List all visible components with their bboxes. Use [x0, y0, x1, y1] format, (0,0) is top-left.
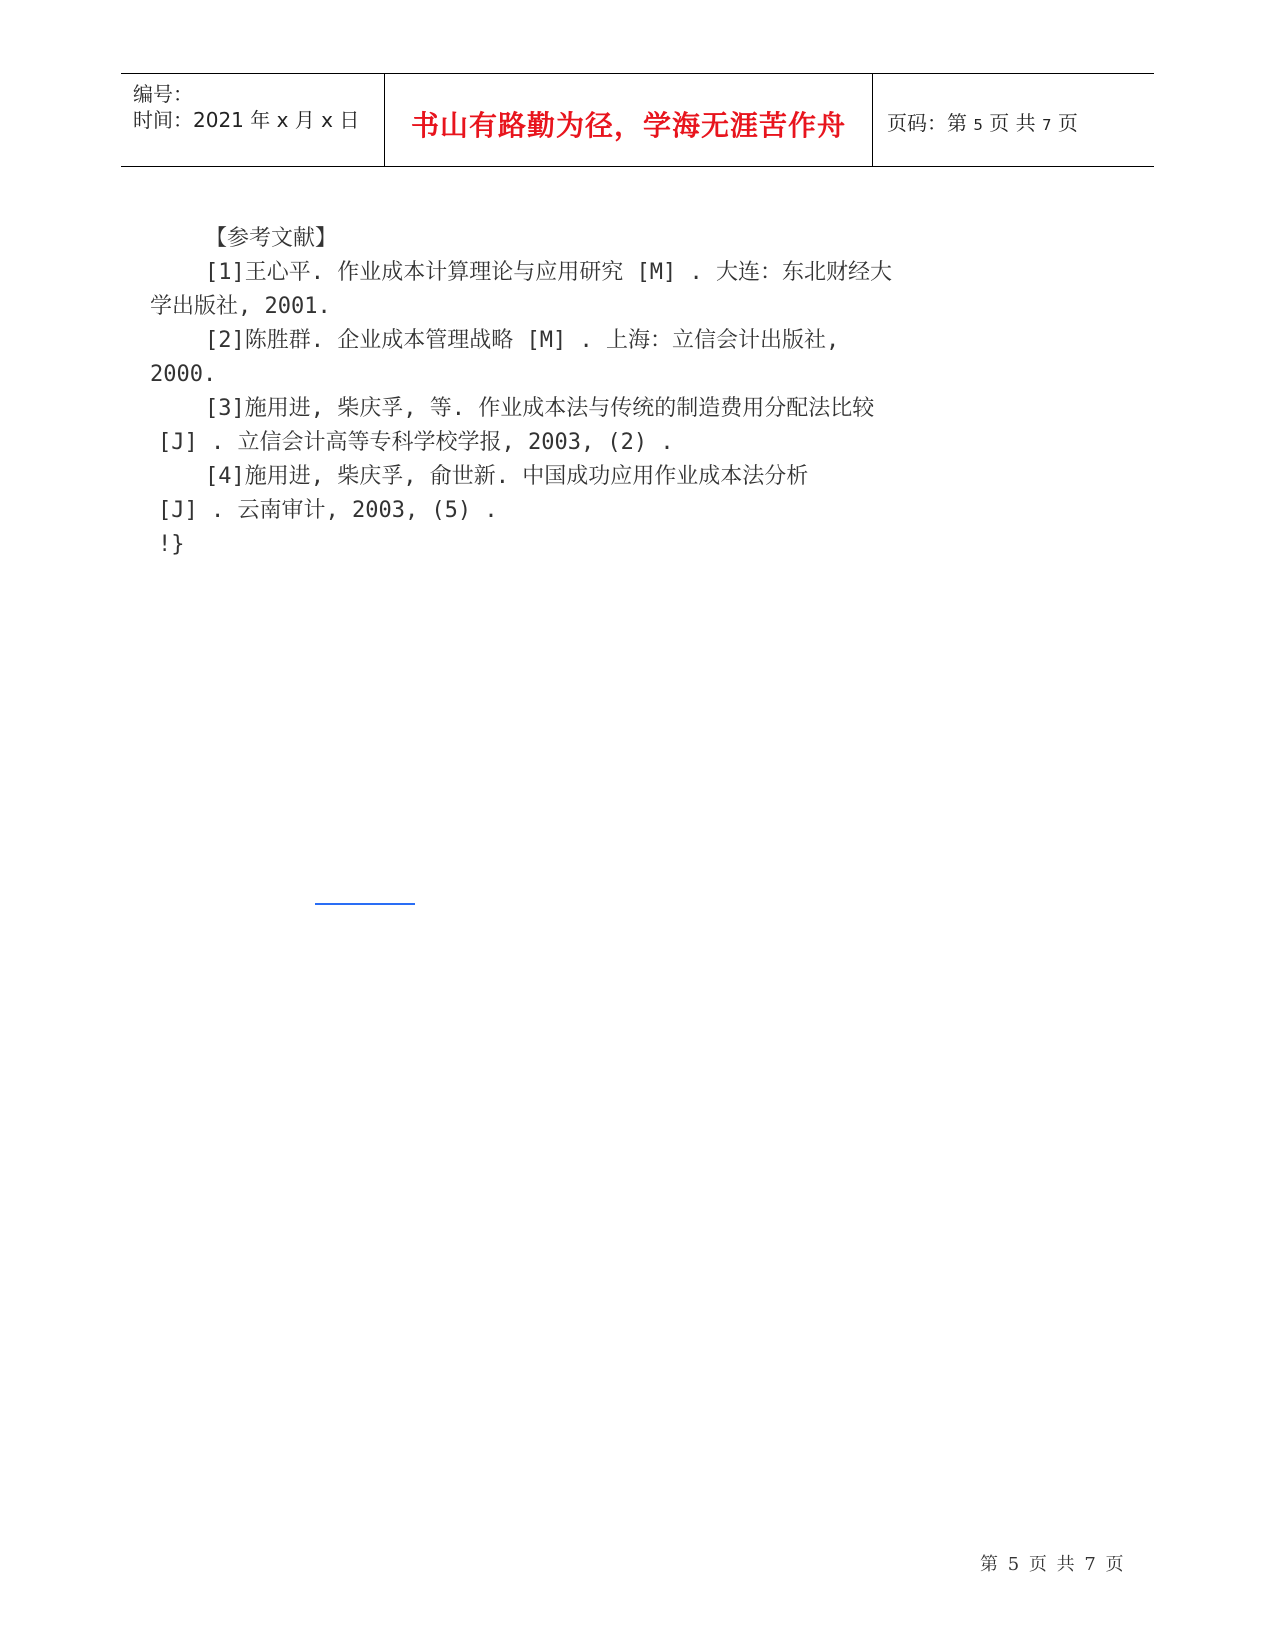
header-info-cell [121, 74, 385, 166]
reference-line: [3]施用进, 柴庆孚, 等. 作业成本法与传统的制造费用分配法比较 [205, 396, 875, 421]
document-number-label: 编号： [133, 82, 193, 106]
reference-line: !} [158, 532, 185, 557]
page-total: 7 [1041, 116, 1052, 134]
references-section [150, 222, 970, 562]
reference-line: [J] . 云南审计, 2003, (5) . [158, 498, 498, 523]
page-mid: 页 共 [989, 111, 1036, 135]
header-page-cell [873, 74, 1154, 166]
hyperlink-underline[interactable] [315, 903, 415, 905]
reference-line: 2000. [150, 362, 217, 387]
reference-line: [4]施用进, 柴庆孚, 俞世新. 中国成功应用作业成本法分析 [205, 464, 809, 489]
header-motto: 书山有路勤为径，学海无涯苦作舟 [410, 109, 846, 142]
page-header-table [121, 73, 1154, 167]
header-page-number [887, 107, 1078, 136]
reference-line: 学出版社, 2001. [150, 294, 331, 319]
references-title: 【参考文献】 [205, 226, 338, 251]
reference-line: [2]陈胜群. 企业成本管理战略 [M] . 上海：立信会计出版社, [205, 328, 840, 353]
page-suffix: 页 [1057, 111, 1078, 135]
header-motto-cell [385, 74, 873, 166]
page-current: 5 [973, 116, 983, 134]
page-footer: 第 5 页 共 7 页 [980, 1554, 1126, 1575]
reference-line: [1]王心平. 作业成本计算理论与应用研究 [M] . 大连：东北财经大 [205, 260, 892, 285]
reference-line: [J] . 立信会计高等专科学校学报, 2003, (2) . [158, 430, 674, 455]
page-prefix: 页码：第 [887, 111, 967, 135]
document-date: 时间：2021 年 x 月 x 日 [133, 108, 360, 132]
